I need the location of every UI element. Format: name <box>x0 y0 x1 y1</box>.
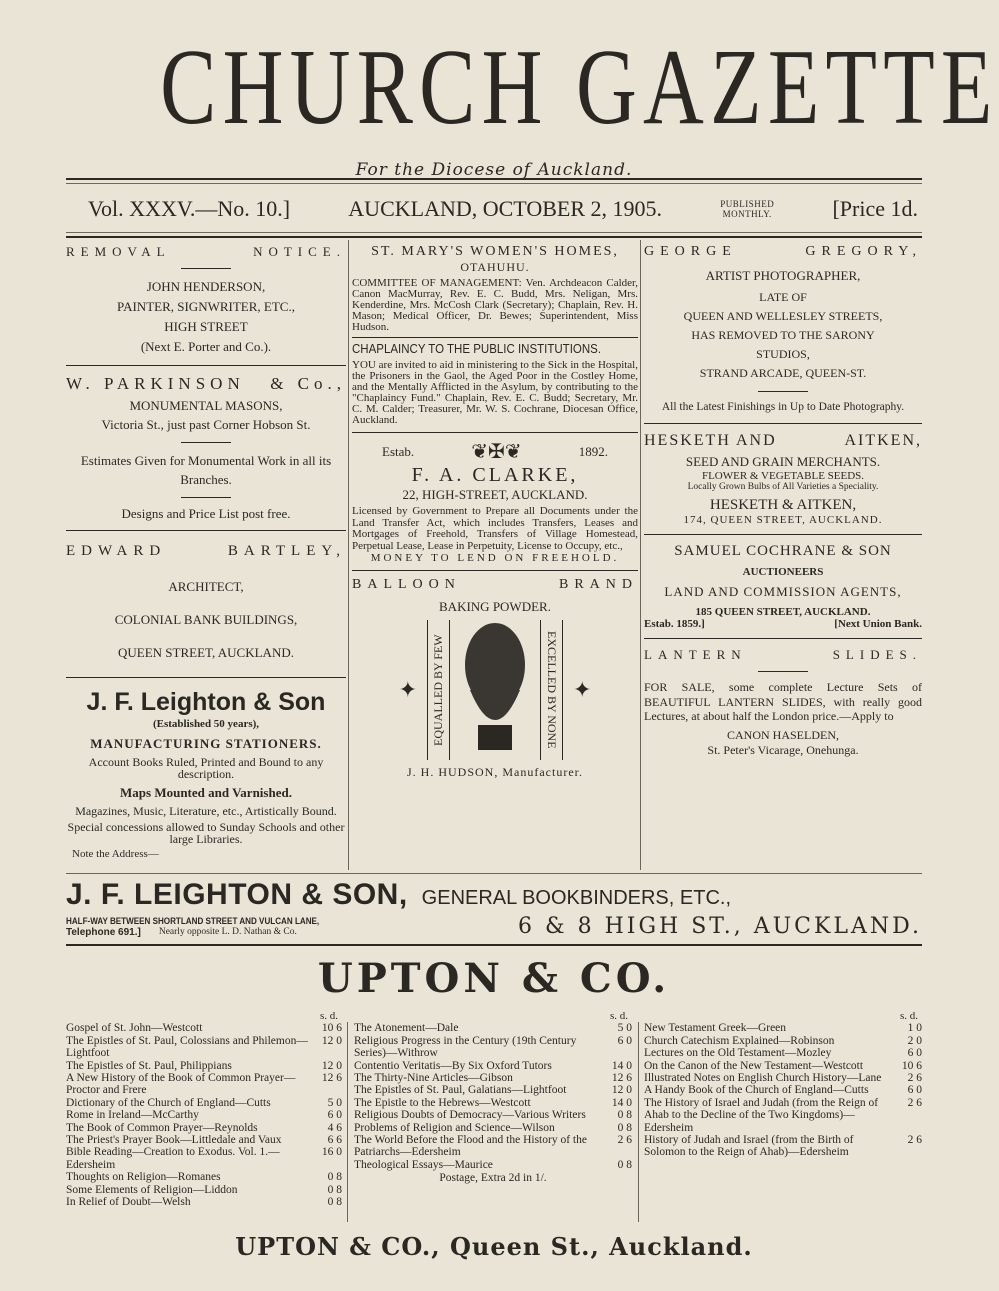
ad-line: PAINTER, SIGNWRITER, ETC., <box>117 299 295 314</box>
ad-line: STRAND ARCADE, QUEEN-ST. <box>699 366 867 380</box>
ad-line: JOHN HENDERSON, <box>146 279 266 294</box>
list-item: On the Canon of the New Testament—Westcott 10 6 <box>644 1059 922 1072</box>
ad-heading: W. PARKINSON <box>66 374 245 393</box>
ad-body: COMMITTEE OF MANAGEMENT: Ven. Archdeacon Calder, Canon MacMurray, Rev. E. C. Budd, Mrs. Neligan, Mrs. Kenderdine, Mrs. McCosh Clark (Secretary); Chaplain, Rev. H. Mason; Medical Officer, Dr. Bewes; Superintendent, Miss Hudson. <box>352 277 638 333</box>
ad-line: LATE OF <box>759 290 807 304</box>
ad-subtitle: OTAHUHU. <box>460 260 530 274</box>
divider <box>644 638 922 639</box>
divider <box>758 391 808 392</box>
ad-st-marys <box>352 244 638 333</box>
ad-heading: GEORGE <box>644 244 737 259</box>
book-list-column-3 <box>644 1010 922 1159</box>
list-item: The History of Israel and Judah (from the Reign of Ahab to the Decline of the Two Kingdoms)—Edersheim 2 6 <box>644 1096 922 1134</box>
ad-line: STUDIOS, <box>756 347 810 361</box>
column-header: s. d. <box>899 1010 918 1022</box>
ad-line: MONEY TO LEND ON FREEHOLD. <box>370 552 620 564</box>
ad-title: CHAPLAINCY TO THE PUBLIC INSTITUTIONS. <box>352 342 602 356</box>
list-item: The Priest's Prayer Book—Littledale and Vaux 6 6 <box>66 1134 342 1147</box>
divider <box>66 677 346 678</box>
ad-line: (Established 50 years), <box>152 718 260 730</box>
ornament-icon: ✦ <box>573 677 592 702</box>
ad-line: 185 QUEEN STREET, AUCKLAND. <box>695 606 871 618</box>
divider <box>758 671 808 672</box>
divider <box>352 432 638 433</box>
ad-hesketh-aitken <box>644 432 922 526</box>
column-divider <box>640 240 641 870</box>
ad-line: 1892. <box>578 443 608 459</box>
ad-line: HESKETH & AITKEN, <box>709 497 857 513</box>
divider <box>181 268 231 269</box>
ad-line: HIGH STREET <box>164 319 248 334</box>
book-list-column-1 <box>66 1010 342 1209</box>
royal-crest-icon: ❦✠❦ <box>471 441 522 463</box>
ad-heading: HESKETH AND <box>644 432 777 449</box>
list-item: Problems of Religion and Science—Wilson 0 8 <box>354 1121 632 1134</box>
ad-parkinson <box>66 374 346 522</box>
ad-line: HALF-WAY BETWEEN SHORTLAND STREET AND VULCAN LANE, <box>66 915 320 927</box>
list-item: Contentio Veritatis—By Six Oxford Tutors 14 0 <box>354 1059 632 1072</box>
divider <box>352 337 638 338</box>
ad-title: J. F. LEIGHTON & SON, <box>66 878 408 911</box>
ad-removal-notice <box>66 244 346 357</box>
list-item: The Epistles of St. Paul, Galatians—Lightfoot 12 0 <box>354 1084 632 1097</box>
list-item: The Book of Common Prayer—Reynolds 4 6 <box>66 1121 342 1134</box>
divider <box>66 944 922 946</box>
masthead-rule <box>66 178 922 180</box>
vertical-slogan: EQUALLED BY FEW <box>427 620 450 760</box>
list-item: Gospel of St. John—Westcott 10 6 <box>66 1022 342 1035</box>
ad-title: F. A. CLARKE, <box>411 464 579 486</box>
book-list-column-2 <box>354 1010 632 1185</box>
divider <box>66 365 346 366</box>
ad-heading: BARTLEY, <box>227 543 346 559</box>
ad-line: CANON HASELDEN, <box>727 727 839 742</box>
ad-title: J. F. Leighton & Son <box>86 688 326 716</box>
ad-line: [Next Union Bank. <box>834 618 922 630</box>
column-right <box>644 244 922 758</box>
upton-title: UPTON & CO. <box>317 955 671 1002</box>
ad-heading: LANTERN <box>644 647 747 662</box>
list-item: Dictionary of the Church of England—Cutts 5 0 <box>66 1096 342 1109</box>
ad-line: Estab. 1859.] <box>644 618 705 630</box>
list-item: The Epistles of St. Paul, Philippians 12 0 <box>66 1059 342 1072</box>
place-date: AUCKLAND, OCTOBER 2, 1905. <box>348 196 663 221</box>
list-item: The Epistle to the Hebrews—Westcott 14 0 <box>354 1096 632 1109</box>
ad-body: FOR SALE, some complete Lecture Sets of BEAUTIFUL LANTERN SLIDES, with really good Lectures, at about half the London price.—Apply to <box>644 680 922 723</box>
ad-line: Estimates Given for Monumental Work in all its Branches. <box>80 453 332 487</box>
frequency: PUBLISHED MONTHLY. <box>720 199 775 219</box>
column-divider <box>347 1022 348 1222</box>
ad-heading: SLIDES. <box>832 647 922 662</box>
list-item: Religious Doubts of Democracy—Various Writers 0 8 <box>354 1109 632 1122</box>
list-item: New Testament Greek—Green 1 0 <box>644 1022 922 1035</box>
ad-heading: EDWARD <box>66 543 167 559</box>
ad-line: Magazines, Music, Literature, etc., Artistically Bound. <box>75 804 337 818</box>
ad-cochrane <box>644 543 922 630</box>
dateline-rule-thick <box>66 236 922 238</box>
column-divider <box>348 240 349 870</box>
divider <box>352 570 638 571</box>
list-item: The Epistles of St. Paul, Colossians and Philemon—Lightfoot 12 0 <box>66 1034 342 1060</box>
list-item: Bible Reading—Creation to Exodus. Vol. 1.—Edersheim 16 0 <box>66 1146 342 1171</box>
masthead-subtitle: For the Diocese of Auckland. <box>355 160 633 180</box>
ad-leighton <box>66 686 346 860</box>
ad-gregory <box>644 244 922 415</box>
ad-line: MONUMENTAL MASONS, <box>129 398 283 413</box>
divider <box>644 534 922 535</box>
ad-line: J. H. HUDSON, Manufacturer. <box>407 765 583 779</box>
ad-lantern-slides <box>644 647 922 758</box>
ad-line: ARTIST PHOTOGRAPHER, <box>705 268 861 283</box>
vertical-slogan: EXCELLED BY NONE <box>540 620 563 760</box>
ad-line: ARCHITECT, <box>168 579 244 594</box>
ad-balloon-brand <box>352 577 638 780</box>
ad-title: SAMUEL COCHRANE & SON <box>674 543 892 559</box>
ad-line: AUCTIONEERS <box>742 566 824 578</box>
upton-footer: UPTON & CO., Queen St., Auckland. <box>235 1232 753 1261</box>
ad-line: Special concessions allowed to Sunday Schools and other large Libraries. <box>67 820 345 846</box>
ad-line: Designs and Price List post free. <box>121 506 291 521</box>
list-item: The World Before the Flood and the History of the Patriarchs—Edersheim 2 6 <box>354 1134 632 1159</box>
list-item: The Thirty-Nine Articles—Gibson 12 6 <box>354 1072 632 1085</box>
masthead <box>66 28 999 180</box>
list-item: Religious Progress in the Century (19th Century Series)—Withrow 6 0 <box>354 1034 632 1060</box>
column-header: s. d. <box>609 1010 628 1022</box>
ad-leighton-bookbinders <box>66 878 922 939</box>
ad-heading: BRAND <box>558 577 638 592</box>
volume-number: Vol. XXXV.—No. 10.] <box>88 196 291 221</box>
ad-line: Account Books Ruled, Printed and Bound to any description. <box>88 755 324 781</box>
masthead-rule-thin <box>66 183 922 184</box>
ad-line: All the Latest Finishings in Up to Date Photography. <box>661 401 905 413</box>
masthead-title: CHURCH GAZETTE <box>160 28 999 147</box>
ad-bartley <box>66 543 346 669</box>
ad-line: MANUFACTURING STATIONERS. <box>90 736 322 751</box>
list-item: Thoughts on Religion—Romanes 0 8 <box>66 1171 342 1184</box>
column-header: s. d. <box>319 1010 338 1022</box>
ad-heading: AITKEN, <box>844 432 922 449</box>
price: [Price 1d. <box>832 196 918 221</box>
postage-note: Postage, Extra 2d in 1/. <box>439 1172 547 1185</box>
ad-line: BAKING POWDER. <box>439 599 551 614</box>
ad-line: Estab. <box>382 443 415 459</box>
dateline <box>88 196 918 222</box>
ad-chaplaincy <box>352 342 638 426</box>
list-item: Illustrated Notes on English Church History—Lane 2 6 <box>644 1072 922 1085</box>
column-middle <box>352 244 638 780</box>
ad-line: 6 & 8 HIGH ST., AUCKLAND. <box>518 914 922 939</box>
ad-line: St. Peter's Vicarage, Onehunga. <box>707 742 859 757</box>
column-divider <box>638 1022 639 1222</box>
ad-clarke <box>352 439 638 564</box>
ad-line: 174, QUEEN STREET, AUCKLAND. <box>683 514 883 526</box>
ad-line: LAND AND COMMISSION AGENTS, <box>664 584 902 599</box>
column-left <box>66 244 346 860</box>
list-item: Some Elements of Religion—Liddon 0 8 <box>66 1183 342 1196</box>
ad-line: HAS REMOVED TO THE SARONY <box>691 328 875 342</box>
list-item: Lectures on the Old Testament—Mozley 6 0 <box>644 1047 922 1060</box>
divider <box>644 423 922 424</box>
ad-line: FLOWER & VEGETABLE SEEDS. <box>701 470 865 482</box>
ad-heading: REMOVAL <box>66 244 171 259</box>
ad-heading: & Co., <box>270 374 346 393</box>
ad-heading: NOTICE. <box>253 244 346 259</box>
divider <box>181 497 231 498</box>
balloon-illustration-icon <box>460 620 530 760</box>
ad-line: QUEEN STREET, AUCKLAND. <box>118 645 294 660</box>
ad-line: Telephone 691.] <box>66 926 141 938</box>
list-item: Church Catechism Explained—Robinson 2 0 <box>644 1034 922 1047</box>
ad-body: YOU are invited to aid in ministering to the Sick in the Hospital, the Prisoners in the Gaol, the Aged Poor in the Costley Home, and the Mentally Afflicted in the Asylum, by contributing to the "Chaplaincy Fund." Chaplain, Rev. E. C. Budd; Secretary, Mr. C. M. Calder; Treasurer, Mr. W. S. Cochrane, Diocesan Office, Auckland. <box>352 359 638 426</box>
ad-line: COLONIAL BANK BUILDINGS, <box>114 612 298 627</box>
list-item: Theological Essays—Maurice 0 8 <box>354 1158 632 1171</box>
list-item: The Atonement—Dale 5 0 <box>354 1022 632 1035</box>
ad-line: QUEEN AND WELLESLEY STREETS, <box>683 309 883 323</box>
dateline-rule <box>66 232 922 233</box>
ad-line: Locally Grown Bulbs of All Varieties a Speciality. <box>687 482 879 492</box>
ad-line: SEED AND GRAIN MERCHANTS. <box>685 454 881 469</box>
list-item: A New History of the Book of Common Prayer—Proctor and Frere 12 6 <box>66 1072 342 1097</box>
ad-line: 22, HIGH-STREET, AUCKLAND. <box>402 487 588 502</box>
ad-line: Note the Address— <box>72 848 159 860</box>
list-item: A Handy Book of the Church of England—Cutts 6 0 <box>644 1084 922 1097</box>
ad-heading: GREGORY, <box>805 244 922 259</box>
ad-body: Licensed by Government to Prepare all Documents under the Land Transfer Act, which includes Transfers, Leases and Mortgages of Freehold, Transfers of Village Homestead, Perpetual Lease, Lease in Perpetuity, License to Occupy, etc., <box>352 505 638 552</box>
list-item: In Relief of Doubt—Welsh 0 8 <box>66 1196 342 1209</box>
divider <box>66 873 922 874</box>
ad-line: Victoria St., just past Corner Hobson St. <box>101 417 311 432</box>
divider <box>66 530 346 531</box>
ad-title: ST. MARY'S WOMEN'S HOMES, <box>371 244 619 259</box>
ad-line: Maps Mounted and Varnished. <box>120 785 292 800</box>
ornament-icon: ✦ <box>398 677 417 702</box>
ad-line: GENERAL BOOKBINDERS, ETC., <box>421 887 731 909</box>
list-item: Rome in Ireland—McCarthy 6 0 <box>66 1109 342 1122</box>
divider <box>181 442 231 443</box>
ad-line: (Next E. Porter and Co.). <box>140 339 272 354</box>
ad-line: Nearly opposite L. D. Nathan & Co. <box>158 926 297 937</box>
list-item: History of Judah and Israel (from the Birth of Solomon to the Reign of Ahab)—Edersheim 2 6 <box>644 1134 922 1159</box>
ad-heading: BALLOON <box>352 577 461 592</box>
